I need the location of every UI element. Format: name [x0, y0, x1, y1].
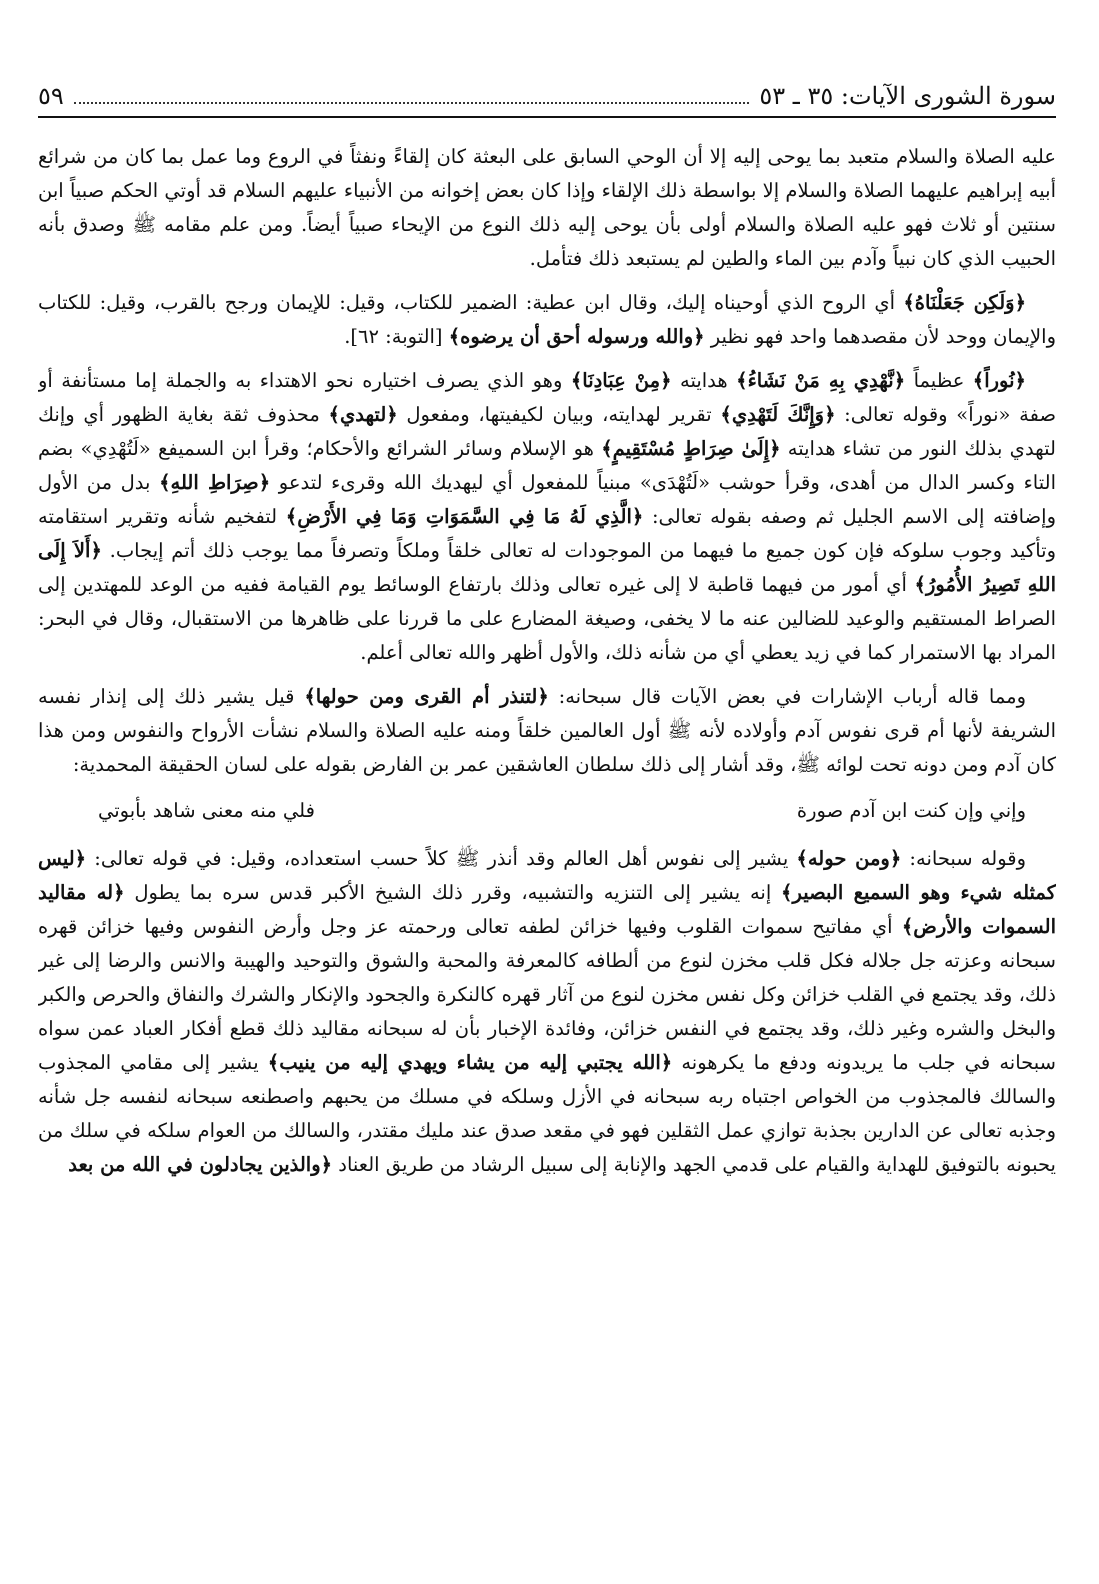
text-run: ومما قاله أرباب الإشارات في بعض الآيات قال سبحانه:: [548, 685, 1027, 708]
page-number: ٥٩: [38, 82, 64, 110]
text-run: بدل من الأول وإضافته إلى الاسم الجليل ثم وصفه بقوله تعالى:: [38, 471, 1056, 528]
leader-dots: [74, 102, 750, 104]
text-run: إنه يشير إلى التنزيه والتشبيه، وقرر ذلك الشيخ الأكبر قدس سره بما يطول: [124, 881, 782, 904]
text-run: أي الروح الذي أوحيناه إليك، وقال ابن عطية: الضمير للكتاب، وقيل: للإيمان ورجح بالقرب، وقيل: للكتاب والإيمان ووحد لأن مقصدهما واحد فهو نظير: [38, 291, 1056, 348]
quran-quote: ﴿نَّهْدِي بِهِ مَنْ نَشَاءُ﴾: [736, 369, 906, 392]
text-run: [التوبة: ٦٢].: [344, 325, 449, 348]
quran-quote: ﴿والذين يجادلون في الله من بعد: [68, 1153, 333, 1176]
text-run: وهو الذي يصرف اختياره نحو الاهتداء به والجملة إما مستأنفة أو صفة «نوراً» وقوله تعالى:: [38, 369, 1056, 426]
text-run: محذوف ثقة بغاية الظهور أي وإنك لتهدي بذلك النور من تشاء هدايته: [38, 403, 1056, 460]
paragraph: [38, 286, 1056, 354]
quran-quote: ﴿نُوراً﴾: [972, 369, 1026, 392]
text-run: يشير إلى نفوس أهل العالم وقد أنذر ﷺ كلاً حسب استعداده، وقيل: في قوله تعالى:: [86, 847, 797, 870]
paragraph: [38, 364, 1056, 670]
quran-quote: ﴿الَّذِي لَهُ مَا فِي السَّمَوَاتِ وَمَا فِي الأَرْضِ﴾: [285, 505, 644, 528]
paragraph: [38, 842, 1056, 1182]
quran-quote: ﴿والله ورسوله أحق أن يرضوه﴾: [448, 325, 705, 348]
text-run: وقوله سبحانه:: [901, 847, 1027, 870]
quran-quote: ﴿ليس كمثله شيء وهو السميع البصير﴾: [38, 847, 1056, 904]
quran-quote: ﴿مِنْ عِبَادِنَا﴾: [570, 369, 672, 392]
verse-first-hemistich: وإني وإن كنت ابن آدم صورة: [796, 799, 1026, 822]
text-run: هدايته: [671, 369, 737, 392]
quran-quote: ﴿لتهدي﴾: [328, 403, 398, 426]
quran-quote: ﴿وَلَكِن جَعَلْنَاهُ﴾: [903, 291, 1026, 314]
quran-quote: ﴿أَلاَ إِلَى اللهِ تَصِيرُ الأُمُورُ﴾: [38, 539, 1056, 596]
document-page: [38, 70, 1056, 1560]
quran-quote: ﴿وَإِنَّكَ لَتَهْدِي﴾: [720, 403, 836, 426]
paragraph-group-2: [38, 842, 1056, 1182]
surah-heading: سورة الشورى الآيات: ٣٥ ـ ٥٣: [759, 82, 1056, 110]
text-run: يشير إلى مقامي المجذوب والسالك فالمجذوب من الخواص اجتباه ربه سبحانه في الأزل وسلكه في مسلك من يحبهم واصطنعه سبحانه لنفسه جل شأنه وجذبه تعالى عن الدارين بجذبة توازي عمل الثقلين فهو في مقعد صدق عند مليك مقتدر، والسالك من العوام سلكه في سلك من يحبونه بالتوفيق للهداية والقيام على قدمي الجهد والإنابة إلى سبيل الرشاد من طريق العناد: [38, 1051, 1056, 1176]
text-run: هو الإسلام وسائر الشرائع والأحكام؛ وقرأ ابن السميفع «لَتُهْدِي» بضم التاء وكسر الدال من أهدى، وقرأ حوشب «لَتُهْدَى» مبنياً للمفعول أي ليهديك الله وقرىء لتدعو: [38, 437, 1056, 494]
quran-quote: ﴿لتنذر أم القرى ومن حولها﴾: [304, 685, 549, 708]
quran-quote: ﴿له مقاليد السموات والأرض﴾: [38, 881, 1056, 938]
quran-quote: ﴿ومن حوله﴾: [796, 847, 902, 870]
quran-quote: ﴿صِرَاطِ اللهِ﴾: [159, 471, 271, 494]
paragraph: [38, 680, 1056, 782]
running-header: [38, 70, 1056, 118]
text-run: أي أمور من فيهما قاطبة لا إلى غيره تعالى وذلك بارتفاع الوسائط يوم القيامة ففيه من الوعد للمهتدين إلى الصراط المستقيم والوعيد للضالين عنه ما لا يخفى، وصيغة المضارع على ما قررنا على ظاهرها من الاستقبال، وقال في البحر: المراد بها الاستمرار كما في زيد يعطي أي من شأنه ذلك، والأول أظهر والله تعالى أعلم.: [38, 573, 1056, 664]
poetry-verse: [38, 792, 1056, 830]
text-run: عظيماً: [905, 369, 973, 392]
quran-quote: ﴿إِلَىٰ صِرَاطٍ مُسْتَقِيمٍ﴾: [601, 437, 781, 460]
text-run: قيل يشير ذلك إلى إنذار نفسه الشريفة لأنها أم قرى نفوس آدم وأولاده لأنه ﷺ أول العالمين خلقاً ومنه عليه الصلاة والسلام نشأت الأرواح والنفوس ومن هذا كان آدم ومن دونه تحت لوائه ﷺ، وقد أشار إلى ذلك سلطان العاشقين عمر بن الفارض بقوله على لسان الحقيقة المحمدية:: [38, 685, 1056, 776]
text-run: لتفخيم شأنه وتقرير استقامته وتأكيد وجوب سلوكه فإن كون جميع ما فيهما من الموجودات له تعالى خلقاً وملكاً وتصرفاً مما يوجب ذلك أتم إيجاب.: [38, 505, 1056, 562]
text-run: أي مفاتيح سموات القلوب وفيها خزائن لطفه تعالى ورحمته عز وجل وأرض النفوس وفيها خزائن قهره سبحانه وعزته جل جلاله فكل قلب مخزن لنوع من ألطافه كالمعرفة والمحبة والشوق والتوحيد والهيبة والانس والرضا إلى غير ذلك، وقد يجتمع في القلب خزائن وكل نفس مخزن لنوع من آثار قهره كالنكرة والجحود والإنكار والشرك والنفاق والحرص والكبر والبخل والشره وغير ذلك، وقد يجتمع في النفس خزائن، وفائدة الإخبار بأن له سبحانه مقاليد ذلك قطع أفكار العباد عمن سواه سبحانه في جلب ما يريدونه ودفع ما يكرهونه: [38, 915, 1056, 1074]
paragraph-group-1: [38, 140, 1056, 782]
paragraph: [38, 140, 1056, 276]
body-text: [38, 140, 1056, 1182]
text-run: عليه الصلاة والسلام متعبد بما يوحى إليه إلا أن الوحي السابق على البعثة كان إلقاءً ونفثاً في الروع وما عمل بما كان من شرائع أبيه إبراهيم عليهما الصلاة والسلام إلا بواسطة ذلك الإلقاء وإذا كان بعض إخوانه من الأنبياء عليهم السلام قد أوتي الحكم صبياً ابن سنتين أو ثلاث فهو عليه الصلاة والسلام أولى بأن يوحى إليه ذلك النوع من الإيحاء صبياً أيضاً. ومن علم مقامه ﷺ وصدق بأنه الحبيب الذي كان نبياً وآدم بين الماء والطين لم يستبعد ذلك فتأمل.: [38, 145, 1056, 270]
quran-quote: ﴿الله يجتبي إليه من يشاء ويهدي إليه من ينيب﴾: [267, 1051, 673, 1074]
text-run: تقرير لهدايته، وبيان لكيفيتها، ومفعول: [397, 403, 721, 426]
verse-second-hemistich: فلي منه معنى شاهد بأبوتي: [98, 799, 315, 822]
